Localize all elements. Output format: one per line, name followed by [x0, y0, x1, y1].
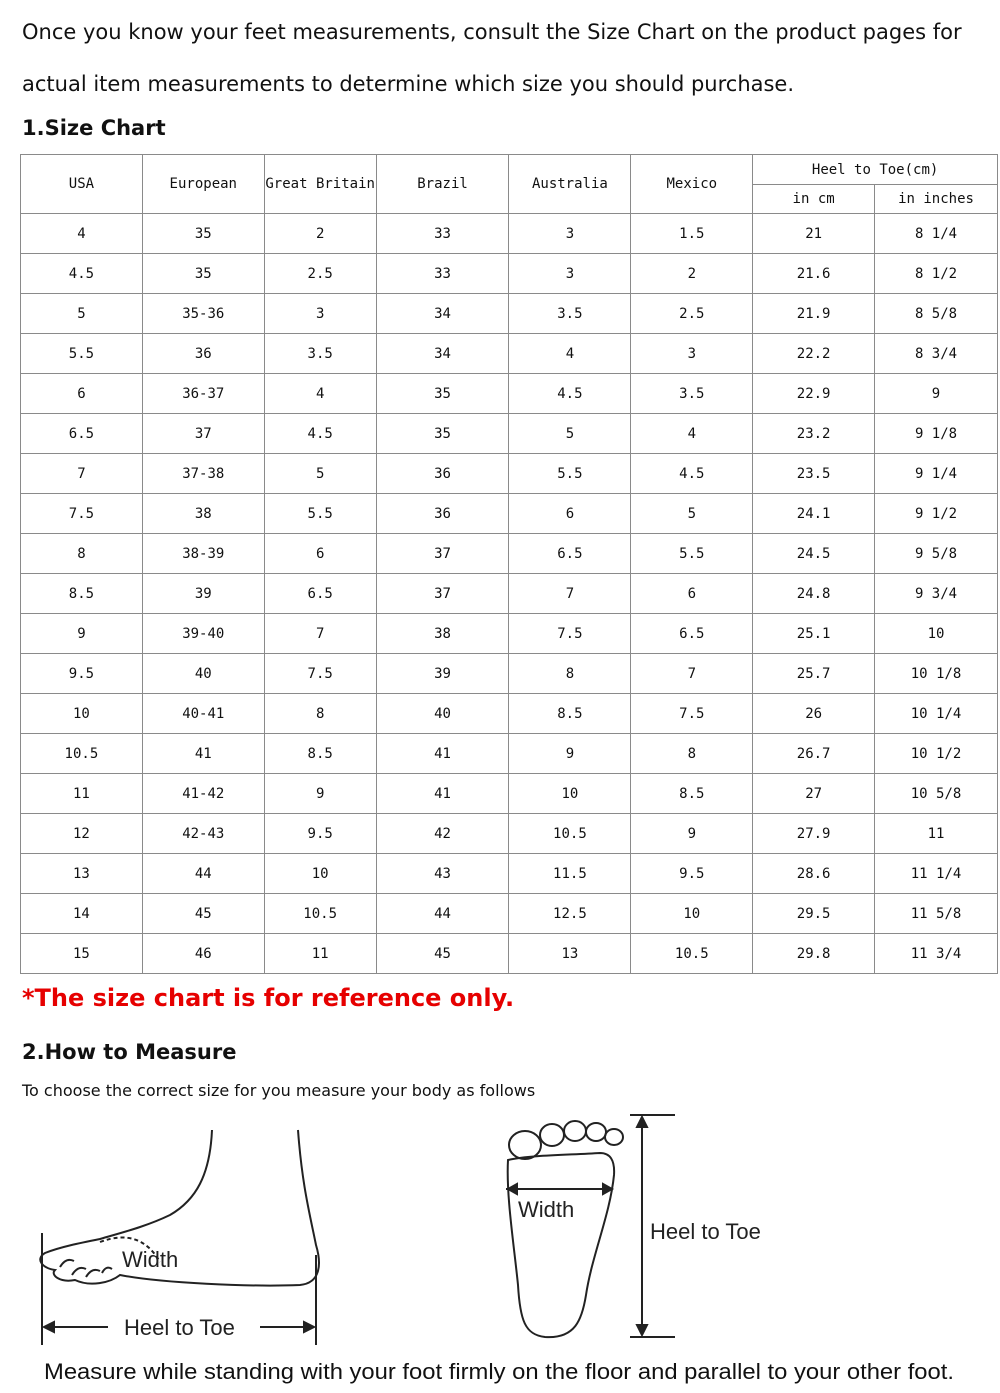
table-cell: 21.6 [753, 254, 875, 294]
table-cell: 36 [376, 494, 509, 534]
table-cell: 9 [264, 774, 376, 814]
table-cell: 34 [376, 294, 509, 334]
table-cell: 40-41 [142, 694, 264, 734]
header-great-britain: Great Britain [264, 155, 376, 214]
table-cell: 2 [264, 214, 376, 254]
table-row [21, 734, 998, 774]
table-row [21, 414, 998, 454]
table-cell: 3 [509, 214, 631, 254]
table-cell: 5.5 [509, 454, 631, 494]
table-cell: 15 [21, 934, 143, 974]
table-cell: 9 1/4 [875, 454, 998, 494]
table-cell: 4.5 [264, 414, 376, 454]
table-cell: 22.2 [753, 334, 875, 374]
table-cell: 35 [142, 254, 264, 294]
table-cell: 9.5 [264, 814, 376, 854]
table-cell: 36 [376, 454, 509, 494]
table-cell: 9 1/8 [875, 414, 998, 454]
table-cell: 12.5 [509, 894, 631, 934]
table-cell: 5.5 [21, 334, 143, 374]
size-chart-title: 1.Size Chart [22, 116, 166, 140]
header-in-inches: in inches [875, 185, 998, 214]
table-cell: 6 [264, 534, 376, 574]
table-cell: 8 [264, 694, 376, 734]
table-cell: 11 5/8 [875, 894, 998, 934]
table-cell: 26 [753, 694, 875, 734]
table-cell: 10.5 [264, 894, 376, 934]
side-width-label: Width [122, 1247, 179, 1272]
table-cell: 41 [376, 734, 509, 774]
table-cell: 10 [631, 894, 753, 934]
table-cell: 41 [376, 774, 509, 814]
table-row [21, 574, 998, 614]
table-row [21, 334, 998, 374]
table-cell: 7 [631, 654, 753, 694]
table-cell: 8.5 [21, 574, 143, 614]
table-cell: 5 [509, 414, 631, 454]
table-row [21, 294, 998, 334]
table-cell: 8 [631, 734, 753, 774]
table-cell: 6.5 [509, 534, 631, 574]
table-cell: 9 [509, 734, 631, 774]
table-row [21, 254, 998, 294]
table-cell: 10.5 [509, 814, 631, 854]
table-cell: 7 [509, 574, 631, 614]
table-cell: 3 [631, 334, 753, 374]
table-cell: 6 [631, 574, 753, 614]
table-cell: 7 [264, 614, 376, 654]
table-cell: 26.7 [753, 734, 875, 774]
table-cell: 39-40 [142, 614, 264, 654]
table-cell: 3.5 [631, 374, 753, 414]
header-european: European [142, 155, 264, 214]
table-cell: 9 3/4 [875, 574, 998, 614]
table-cell: 9 [875, 374, 998, 414]
sole-width-label: Width [518, 1197, 575, 1222]
table-cell: 11 [264, 934, 376, 974]
header-in-cm: in cm [753, 185, 875, 214]
table-cell: 22.9 [753, 374, 875, 414]
table-cell: 39 [376, 654, 509, 694]
table-cell: 36-37 [142, 374, 264, 414]
how-to-measure-title: 2.How to Measure [22, 1040, 237, 1064]
table-cell: 14 [21, 894, 143, 934]
table-cell: 5 [631, 494, 753, 534]
table-cell: 7.5 [509, 614, 631, 654]
table-cell: 6.5 [631, 614, 753, 654]
table-cell: 8.5 [509, 694, 631, 734]
how-to-measure-subtitle: To choose the correct size for you measure your body as follows [22, 1081, 536, 1100]
table-row [21, 694, 998, 734]
table-cell: 10 [264, 854, 376, 894]
intro-text: Once you know your feet measurements, consult the Size Chart on the product pages for actual item measurements to determine which size you should purchase. [22, 20, 962, 96]
table-cell: 40 [376, 694, 509, 734]
table-cell: 11 [21, 774, 143, 814]
table-cell: 6 [509, 494, 631, 534]
table-cell: 11.5 [509, 854, 631, 894]
header-heel-to-toe: Heel to Toe(cm) [753, 155, 998, 185]
table-cell: 38 [376, 614, 509, 654]
table-cell: 3.5 [264, 334, 376, 374]
table-cell: 10 1/4 [875, 694, 998, 734]
table-row [21, 534, 998, 574]
table-cell: 8 [509, 654, 631, 694]
table-cell: 29.5 [753, 894, 875, 934]
table-row [21, 774, 998, 814]
table-cell: 35 [376, 414, 509, 454]
table-cell: 45 [376, 934, 509, 974]
header-brazil: Brazil [376, 155, 509, 214]
sole-length-label: Heel to Toe [650, 1219, 761, 1244]
table-cell: 4.5 [631, 454, 753, 494]
table-cell: 13 [21, 854, 143, 894]
table-cell: 9 1/2 [875, 494, 998, 534]
table-cell: 4.5 [21, 254, 143, 294]
table-cell: 24.1 [753, 494, 875, 534]
table-cell: 21 [753, 214, 875, 254]
table-cell: 3 [509, 254, 631, 294]
table-cell: 29.8 [753, 934, 875, 974]
table-cell: 9.5 [631, 854, 753, 894]
table-cell: 10 [875, 614, 998, 654]
table-cell: 10 1/8 [875, 654, 998, 694]
table-cell: 7.5 [21, 494, 143, 534]
table-cell: 7 [21, 454, 143, 494]
table-cell: 24.8 [753, 574, 875, 614]
table-cell: 8 5/8 [875, 294, 998, 334]
header-mexico: Mexico [631, 155, 753, 214]
table-cell: 5.5 [264, 494, 376, 534]
table-row [21, 854, 998, 894]
table-cell: 35 [376, 374, 509, 414]
table-row [21, 894, 998, 934]
size-chart-table [20, 154, 998, 974]
table-cell: 45 [142, 894, 264, 934]
table-cell: 35 [142, 214, 264, 254]
header-usa: USA [21, 155, 143, 214]
table-cell: 37 [376, 574, 509, 614]
table-cell: 36 [142, 334, 264, 374]
table-cell: 27.9 [753, 814, 875, 854]
table-cell: 41 [142, 734, 264, 774]
table-cell: 4 [264, 374, 376, 414]
table-cell: 3.5 [509, 294, 631, 334]
table-cell: 42 [376, 814, 509, 854]
side-foot-icon [40, 1130, 319, 1345]
table-cell: 6.5 [21, 414, 143, 454]
table-cell: 11 1/4 [875, 854, 998, 894]
table-cell: 38-39 [142, 534, 264, 574]
table-cell: 39 [142, 574, 264, 614]
table-cell: 7.5 [631, 694, 753, 734]
table-cell: 8.5 [264, 734, 376, 774]
table-cell: 35-36 [142, 294, 264, 334]
table-cell: 44 [376, 894, 509, 934]
table-cell: 21.9 [753, 294, 875, 334]
table-cell: 27 [753, 774, 875, 814]
table-cell: 25.7 [753, 654, 875, 694]
table-cell: 10.5 [21, 734, 143, 774]
table-cell: 7.5 [264, 654, 376, 694]
table-cell: 4.5 [509, 374, 631, 414]
table-cell: 12 [21, 814, 143, 854]
table-cell: 37 [142, 414, 264, 454]
table-cell: 23.2 [753, 414, 875, 454]
table-cell: 5.5 [631, 534, 753, 574]
table-cell: 38 [142, 494, 264, 534]
table-cell: 8 1/4 [875, 214, 998, 254]
table-row [21, 374, 998, 414]
table-row [21, 494, 998, 534]
table-cell: 8 1/2 [875, 254, 998, 294]
table-row [21, 934, 998, 974]
table-cell: 10.5 [631, 934, 753, 974]
table-cell: 3 [264, 294, 376, 334]
table-cell: 4 [21, 214, 143, 254]
table-cell: 28.6 [753, 854, 875, 894]
table-cell: 8.5 [631, 774, 753, 814]
table-cell: 9 [631, 814, 753, 854]
table-cell: 11 [875, 814, 998, 854]
table-cell: 37-38 [142, 454, 264, 494]
table-cell: 10 [509, 774, 631, 814]
table-cell: 2 [631, 254, 753, 294]
table-cell: 9 5/8 [875, 534, 998, 574]
table-cell: 8 3/4 [875, 334, 998, 374]
table-cell: 37 [376, 534, 509, 574]
table-cell: 33 [376, 214, 509, 254]
table-cell: 42-43 [142, 814, 264, 854]
table-cell: 34 [376, 334, 509, 374]
table-cell: 33 [376, 254, 509, 294]
table-cell: 25.1 [753, 614, 875, 654]
table-cell: 40 [142, 654, 264, 694]
table-cell: 24.5 [753, 534, 875, 574]
table-cell: 43 [376, 854, 509, 894]
table-cell: 23.5 [753, 454, 875, 494]
table-cell: 10 5/8 [875, 774, 998, 814]
table-cell: 13 [509, 934, 631, 974]
side-length-label: Heel to Toe [124, 1315, 235, 1340]
table-cell: 46 [142, 934, 264, 974]
table-cell: 6 [21, 374, 143, 414]
table-cell: 5 [21, 294, 143, 334]
table-cell: 9 [21, 614, 143, 654]
table-cell: 1.5 [631, 214, 753, 254]
table-cell: 44 [142, 854, 264, 894]
table-row [21, 654, 998, 694]
table-cell: 2.5 [631, 294, 753, 334]
table-cell: 8 [21, 534, 143, 574]
table-cell: 41-42 [142, 774, 264, 814]
size-chart-body [21, 214, 998, 974]
header-australia: Australia [509, 155, 631, 214]
table-row [21, 214, 998, 254]
table-cell: 5 [264, 454, 376, 494]
table-cell: 4 [631, 414, 753, 454]
table-row [21, 814, 998, 854]
table-cell: 6.5 [264, 574, 376, 614]
table-cell: 9.5 [21, 654, 143, 694]
table-row [21, 454, 998, 494]
table-cell: 10 [21, 694, 143, 734]
table-cell: 4 [509, 334, 631, 374]
table-cell: 10 1/2 [875, 734, 998, 774]
table-cell: 11 3/4 [875, 934, 998, 974]
measure-diagram [20, 1105, 965, 1393]
reference-note: *The size chart is for reference only. [22, 984, 515, 1012]
measure-instruction: Measure while standing with your foot firmly on the floor and parallel to your other foot. [44, 1359, 954, 1384]
table-row [21, 614, 998, 654]
table-cell: 2.5 [264, 254, 376, 294]
